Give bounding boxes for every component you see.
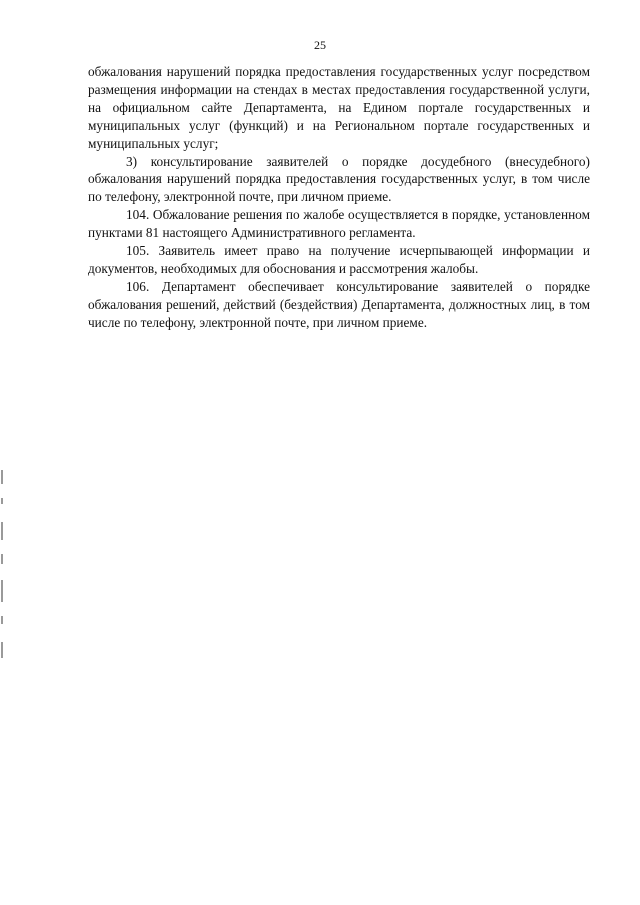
paragraph-105: 105. Заявитель имеет право на получение исчерпывающей информации и документов, необходимых для обоснования и рассмотрения жалобы. [88, 243, 590, 276]
paragraph-item-3: 3) консультирование заявителей о порядке досудебного (внесудебного) обжалования нарушений порядка предоставления государственных услуг, в том числе по телефону, электронной почте, при личном приеме. [88, 153, 590, 205]
paragraph-106: 106. Департамент обеспечивает консультирование заявителей о порядке обжалования решений, действий (бездействия) Департамента, должностных лиц, в том числе по телефону, электронной почте, при личном приеме. [88, 278, 590, 330]
document-body [88, 63, 590, 332]
paragraph-104: 104. Обжалование решения по жалобе осуществляется в порядке, установленном пунктами 81 настоящего Административного регламента. [88, 207, 590, 241]
paragraph-continuation: обжалования нарушений порядка предоставления государственных услуг посредством размещения информации на стендах в местах предоставления государственной услуги, на официальном сайте Департамента, на Едином портале государственных и муниципальных услуг (функций) и на Региональном портале государственных и муниципальных услуг; [88, 64, 590, 151]
scan-margin-marks [1, 470, 4, 670]
page-number: 25 [314, 38, 326, 52]
